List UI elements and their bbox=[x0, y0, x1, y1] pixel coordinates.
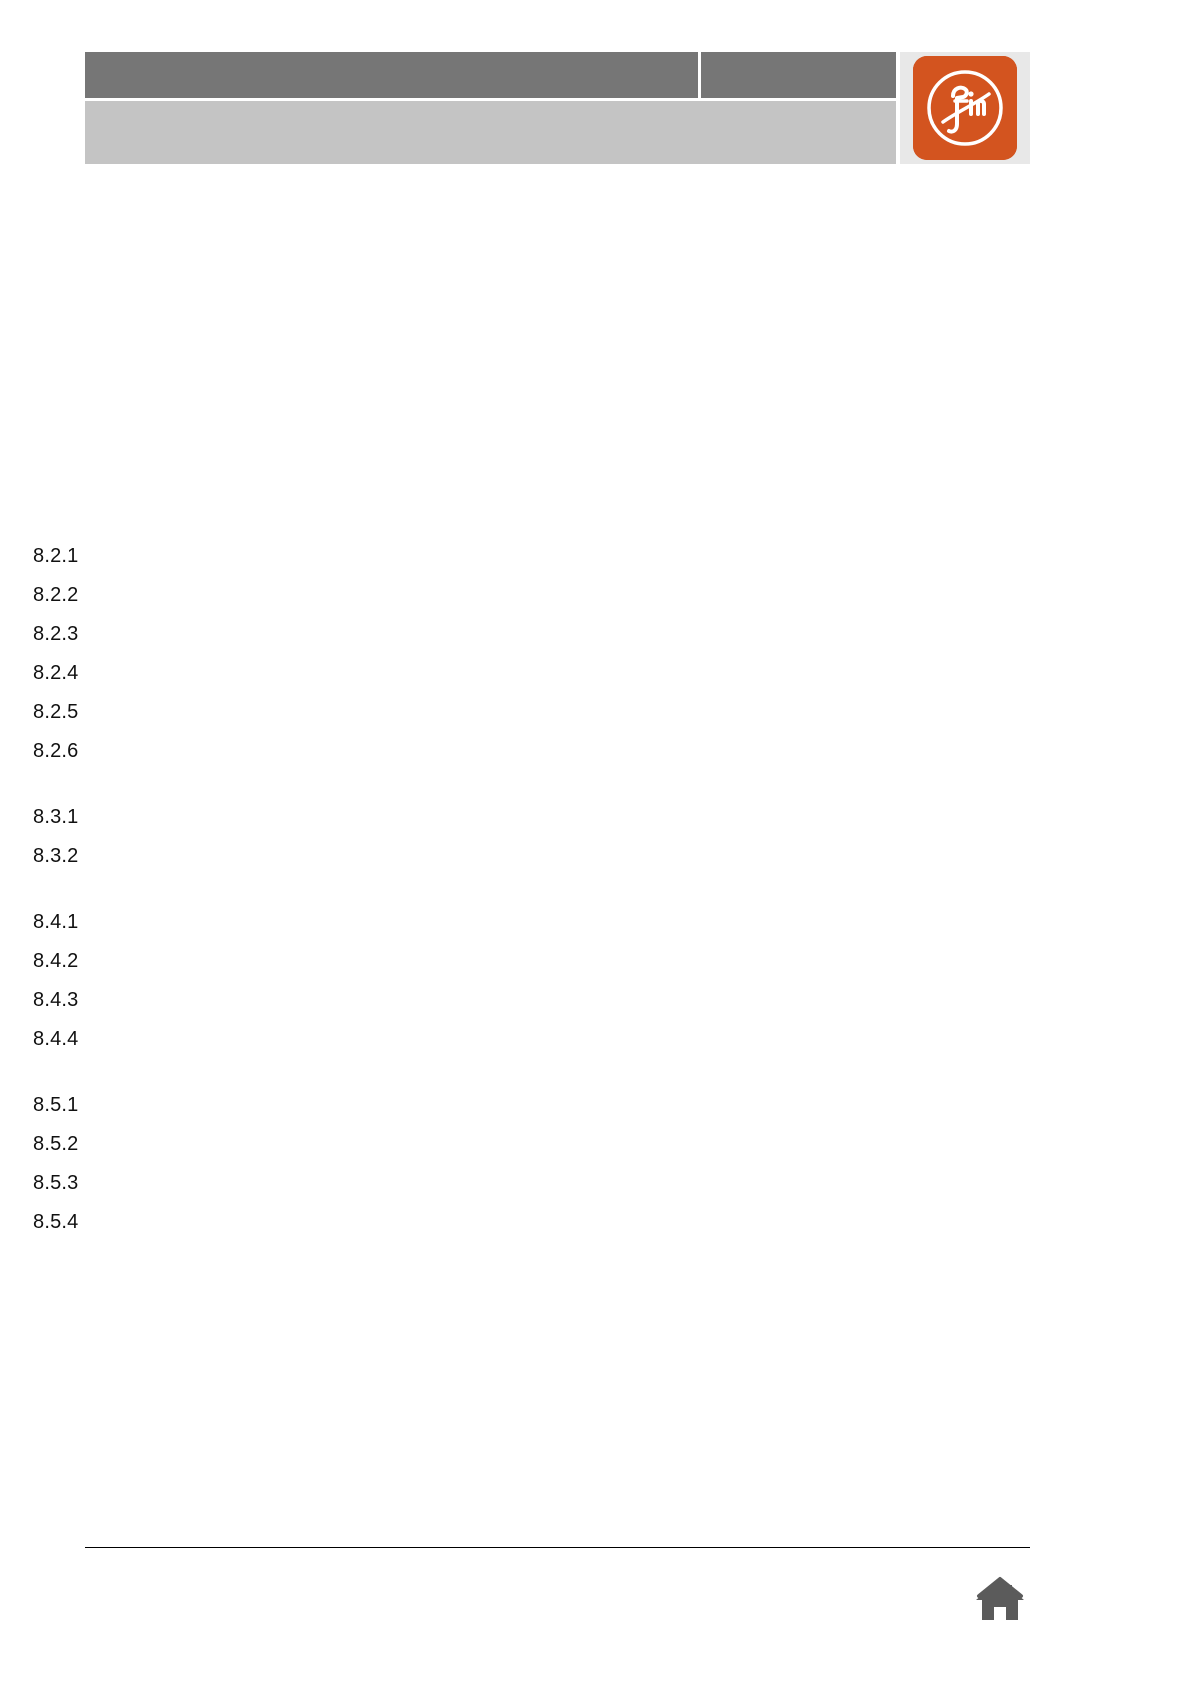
toc-group-spacer bbox=[33, 1067, 933, 1094]
toc-number: 8.4.1 bbox=[33, 911, 79, 933]
toc-number: 8.2.1 bbox=[33, 545, 79, 567]
toc-entry[interactable] bbox=[33, 584, 933, 623]
toc-number: 8.2.2 bbox=[33, 584, 79, 606]
toc-number: 8.4.2 bbox=[33, 950, 79, 972]
toc-entry[interactable] bbox=[33, 911, 933, 950]
toc-number: 8.5.2 bbox=[33, 1133, 79, 1155]
toc-entry[interactable] bbox=[33, 950, 933, 989]
toc-entry[interactable] bbox=[33, 845, 933, 884]
toc-number: 8.4.4 bbox=[33, 1028, 79, 1050]
fein-logo-icon bbox=[913, 56, 1017, 160]
toc-number: 8.5.3 bbox=[33, 1172, 79, 1194]
toc-group-spacer bbox=[33, 884, 933, 911]
header-title-cell bbox=[85, 52, 698, 98]
footer-divider bbox=[85, 1547, 1030, 1548]
toc-number: 8.2.5 bbox=[33, 701, 79, 723]
toc-entry[interactable] bbox=[33, 1211, 933, 1250]
brand-logo bbox=[900, 52, 1030, 164]
toc-entry[interactable] bbox=[33, 989, 933, 1028]
header-subtitle-cell bbox=[701, 52, 896, 98]
toc-number: 8.5.1 bbox=[33, 1094, 79, 1116]
toc-entry[interactable] bbox=[33, 701, 933, 740]
toc-entry[interactable] bbox=[33, 740, 933, 779]
toc-number: 8.5.4 bbox=[33, 1211, 79, 1233]
toc-group-spacer bbox=[33, 779, 933, 806]
toc-number: 8.4.3 bbox=[33, 989, 79, 1011]
toc-entry[interactable] bbox=[33, 623, 933, 662]
toc-entry[interactable] bbox=[33, 1172, 933, 1211]
toc-entry[interactable] bbox=[33, 806, 933, 845]
page-header bbox=[85, 52, 1030, 164]
toc-entry[interactable] bbox=[33, 1133, 933, 1172]
header-band-text bbox=[85, 101, 896, 121]
toc-entry[interactable] bbox=[33, 545, 933, 584]
toc-number: 8.2.4 bbox=[33, 662, 79, 684]
toc-number: 8.3.1 bbox=[33, 806, 79, 828]
toc-number: 8.2.3 bbox=[33, 623, 79, 645]
toc-number: 8.2.6 bbox=[33, 740, 79, 762]
header-subtitle-text bbox=[701, 52, 896, 65]
home-icon[interactable] bbox=[973, 1576, 1027, 1624]
header-top-row bbox=[85, 52, 896, 98]
toc-entry[interactable] bbox=[33, 662, 933, 701]
header-band bbox=[85, 101, 896, 164]
toc-number: 8.3.2 bbox=[33, 845, 79, 867]
header-title-text bbox=[85, 52, 698, 65]
toc-entry[interactable] bbox=[33, 1028, 933, 1067]
toc-entry[interactable] bbox=[33, 1094, 933, 1133]
table-of-contents bbox=[33, 545, 933, 1250]
